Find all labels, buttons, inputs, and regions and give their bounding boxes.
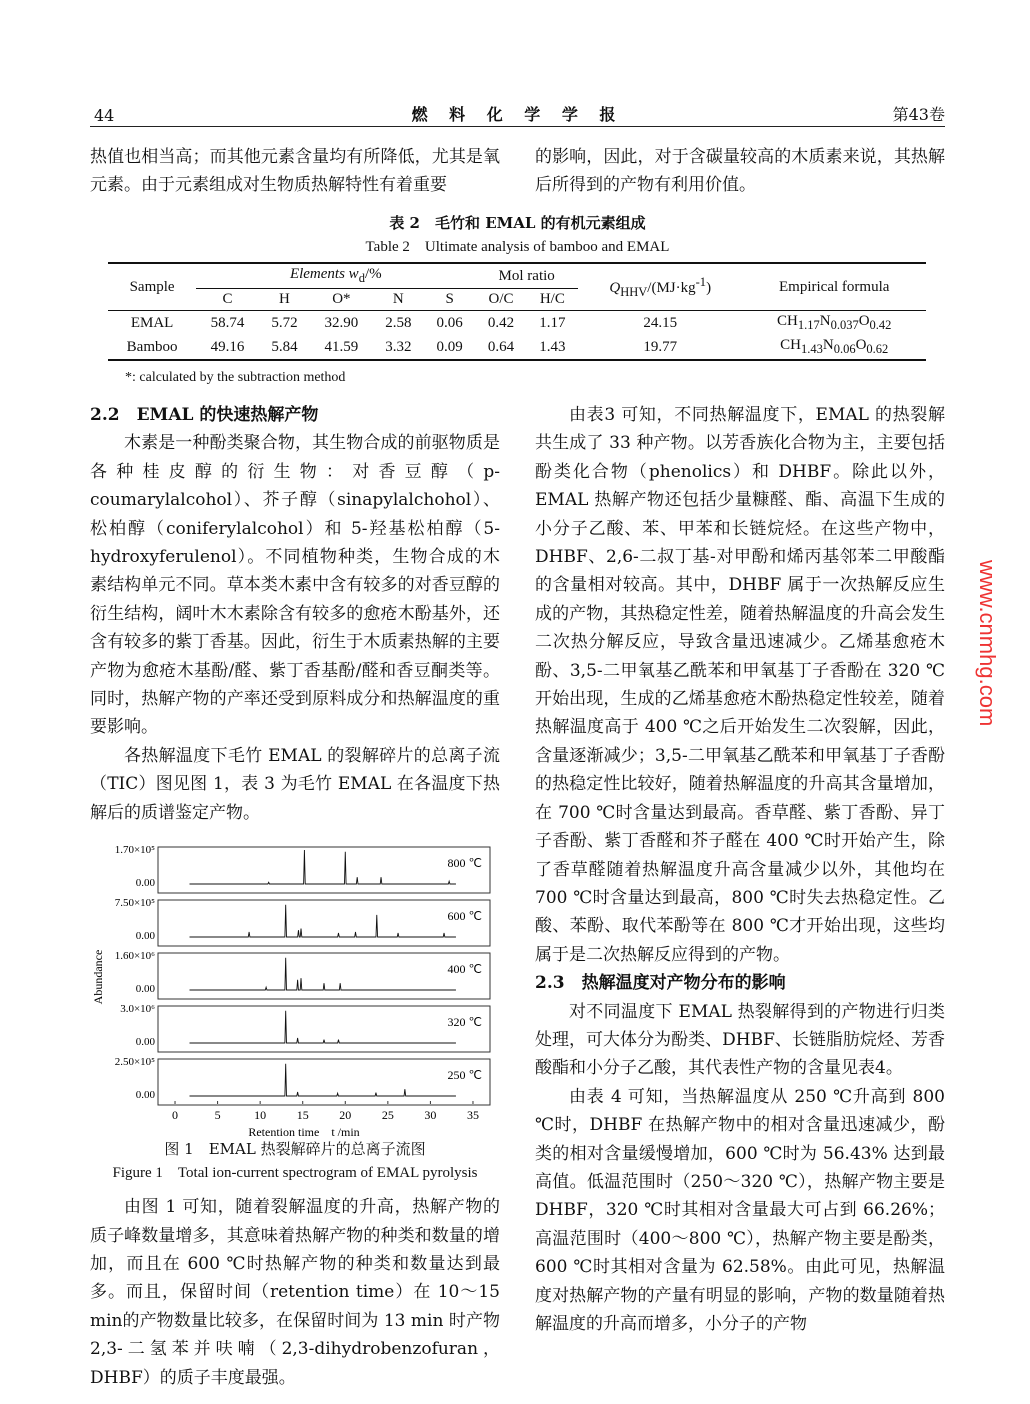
table-ultimate-analysis	[108, 262, 926, 361]
cell-sample: Bamboo	[126, 338, 178, 355]
cell-value: 49.16	[210, 338, 245, 355]
label: d	[358, 271, 365, 285]
paragraph: 由表3 可知，不同热解温度下，EMAL 的热裂解共生成了 33 种产物。以芳香族化合物为主，主要包括酚类化合物（phenolics）和 DHBF。除此以外，EMAL 热解产物还包括少量糠醛、酯、高温下生成的小分子乙酸、苯、甲苯和长链烷烃。在这些产物中，DHBF、2,6-二叔丁基-对甲酚和烯丙基邻苯二甲酸酯的含量相对较高。其中，DHBF 属于一次热解反应生成的产物，其热稳定性差，随着热解温度的升高会发生二次热分解反应，导致含量迅速减少。乙烯基愈疮木酚、3,5-二甲氧基乙酰苯和甲氧基丁子香酚在 320 ℃开始出现，生成的乙烯基愈疮木酚热稳定性较差，随着热解温度高于 400 ℃之后开始发生二次裂解，因此，含量逐渐减少；3,5-二甲氧基乙酰苯和甲氧基丁子香酚的热稳定性比较好，随着热解温度的升高其含量增加，在 700 ℃时含量达到最高。香草醛、紫丁香酚、异丁子香酚、紫丁香醛和芥子醛在 400 ℃时开始产生，除了香草醛随着热解温度升高含量减少以外，其他均在 700 ℃时含量达到最高，800 ℃时失去热稳定性。乙酸、苯酚、取代苯酚等在 800 ℃才开始出现，这些均属于是二次热解反应得到的产物。	[535, 405, 945, 965]
th-col: S	[445, 291, 454, 307]
tic-trace	[189, 958, 455, 990]
figure-1	[90, 837, 500, 1185]
cell-value: 0.09	[436, 338, 463, 355]
tic-trace	[189, 1011, 455, 1043]
section-heading: 2.2 EMAL 的快速热解产物	[90, 405, 319, 425]
x-tick-label: 5	[214, 1108, 221, 1123]
y-min-label: 0.00	[135, 1089, 155, 1102]
table-footnote: *: calculated by the subtraction method	[125, 370, 346, 385]
cell-value: 32.90	[324, 314, 359, 331]
tic-chart	[90, 837, 510, 1137]
figure-caption-cn: 图 1 EMAL 热裂解碎片的总离子流图	[164, 1140, 426, 1159]
formula-part: O	[858, 313, 870, 329]
cell-value: 2.58	[385, 314, 412, 331]
formula-part: CH	[780, 337, 801, 353]
label: Q	[609, 279, 621, 296]
y-min-label: 0.00	[135, 983, 155, 996]
left-column	[90, 401, 500, 1392]
formula-part: CH	[777, 313, 798, 329]
y-min-label: 0.00	[135, 877, 155, 890]
th-formula: Empirical formula	[779, 278, 890, 295]
table-caption-en: Table 2 Ultimate analysis of bamboo and EMAL	[365, 239, 670, 255]
th-col: O/C	[488, 291, 514, 307]
paragraph: 对不同温度下 EMAL 热裂解得到的产物进行归类处理，可大体分为酚类、DHBF、长链脂肪烷烃、芳香酸酯和小分子乙酸，其代表性产物的含量见表4。	[535, 1001, 945, 1079]
cell-sample: EMAL	[130, 314, 174, 331]
label: /%	[364, 266, 382, 282]
y-max-label: 2.50×10⁵	[114, 1056, 155, 1069]
running-header	[90, 100, 945, 127]
formula-part: O	[855, 337, 867, 353]
th-col: C	[222, 291, 233, 307]
formula-part: N	[822, 337, 834, 353]
left-top-text	[90, 143, 500, 200]
y-max-label: 7.50×10⁵	[114, 897, 155, 910]
tic-trace	[189, 850, 455, 884]
panel-frame	[158, 1059, 490, 1105]
cell-value: 1.17	[539, 314, 566, 331]
y-max-label: 1.60×10⁶	[114, 950, 155, 963]
x-tick-label: 30	[424, 1108, 437, 1123]
paragraph: 各热解温度下毛竹 EMAL 的裂解碎片的总离子流（TIC）图见图 1，表 3 为毛竹 EMAL 在各温度下热解后的质谱鉴定产物。	[90, 745, 500, 823]
th-col: H	[279, 291, 290, 307]
section-heading: 2.3 热解温度对产物分布的影响	[535, 973, 786, 994]
label: HHV	[620, 284, 648, 299]
y-min-label: 0.00	[135, 1036, 155, 1049]
x-tick-label: 10	[254, 1108, 267, 1123]
y-min-label: 0.00	[135, 930, 155, 943]
th-col: N	[392, 291, 404, 307]
formula-part: 0.42	[869, 318, 892, 332]
figure-caption-en: Figure 1 Total ion-current spectrogram of EMAL pyrolysis	[112, 1165, 478, 1182]
cell-value: 0.42	[487, 314, 515, 331]
cell-q: 24.15	[643, 314, 678, 331]
watermark: www.cnmhg.com	[975, 560, 1000, 727]
x-tick-label: 20	[339, 1108, 352, 1123]
tic-trace	[189, 905, 455, 937]
th-sample: Sample	[129, 278, 175, 295]
panel-temperature-label: 250 ℃	[447, 1068, 482, 1083]
tic-trace	[189, 1064, 455, 1096]
right-top-text	[535, 143, 945, 200]
cell-value: 58.74	[210, 314, 245, 331]
panel-frame	[158, 900, 490, 946]
right-column	[535, 401, 945, 1338]
y-axis-label: Abundance	[91, 949, 105, 1005]
cell-formula	[742, 311, 926, 336]
paragraph: 由表 4 可知，当热解温度从 250 ℃升高到 800 ℃时，DHBF 在热解产物中的相对含量迅速减少，酚类的相对含量缓慢增加，600 ℃时为 56.43% 达到最高值。低温范围时（250～320 ℃），热解产物主要是 DHBF，320 ℃时其相对含量最大可占到 66.26%；高温范围时（400～800 ℃），热解产物主要是酚类，600 ℃时其相对含量为 62.58%。由此可见，热解温度对热解产物的产量有明显的影响，产物的数量随着热解温度的升高而增多，小分子的产物	[535, 1086, 945, 1334]
label: Elements w	[289, 266, 359, 282]
cell-value: 41.59	[324, 338, 359, 355]
th-col: H/C	[539, 291, 565, 307]
page-number: 44	[94, 106, 115, 125]
th-col: O*	[332, 291, 351, 307]
th-elements	[196, 263, 475, 289]
label: -1	[695, 274, 707, 289]
th-mol: Mol ratio	[475, 263, 578, 289]
th-q	[578, 263, 742, 311]
x-axis-label: Retention time t /min	[248, 1125, 360, 1138]
x-tick-label: 25	[381, 1108, 394, 1123]
cell-value: 5.84	[271, 338, 298, 355]
formula-part: N	[819, 313, 831, 329]
panel-frame	[158, 847, 490, 893]
y-max-label: 1.70×10⁵	[114, 844, 155, 857]
panel-temperature-label: 400 ℃	[447, 962, 482, 977]
volume: 第43卷	[892, 105, 945, 124]
x-tick-label: 15	[296, 1108, 309, 1123]
cell-value: 5.72	[271, 314, 298, 331]
y-max-label: 3.0×10⁶	[120, 1003, 155, 1016]
journal-title: 燃 料 化 学 学 报	[411, 105, 624, 124]
panel-frame	[158, 1006, 490, 1052]
panel-temperature-label: 320 ℃	[447, 1015, 482, 1030]
cell-value: 3.32	[385, 338, 412, 355]
formula-part: 0.037	[830, 318, 859, 332]
label: )	[706, 279, 712, 296]
cell-value: 1.43	[539, 338, 566, 355]
table-caption-cn: 表 2 毛竹和 EMAL 的有机元素组成	[389, 214, 646, 232]
paragraph: 的影响，因此，对于含碳量较高的木质素来说，其热解后所得到的产物有利用价值。	[535, 147, 945, 196]
formula-part: 1.17	[797, 318, 820, 332]
formula-part: 0.06	[833, 342, 856, 356]
paragraph: 木素是一种酚类聚合物，其生物合成的前驱物质是各种桂皮醇的衍生物：对香豆醇（p-coumarylalcohol）、芥子醇（sinapylalchohol）、松柏醇（coniferylalcohol）和 5-羟基松柏醇（5-hydroxyferulenol）。不同植物种类，生物合成的木素结构单元不同。草本类木素中含有较多的对香豆醇的衍生结构，阔叶木木素除含有较多的愈疮木酚基外，还含有较多的紫丁香基。因此，衍生于木质素热解的主要产物为愈疮木基酚/醛、紫丁香基酚/醛和香豆酮类等。同时，热解产物的产率还受到原料成分和热解温度的重要影响。	[90, 433, 500, 738]
cell-q: 19.77	[643, 338, 678, 355]
panel-temperature-label: 600 ℃	[447, 909, 482, 924]
cell-value: 0.64	[487, 338, 515, 355]
panel-frame	[158, 953, 490, 999]
formula-part: 1.43	[800, 342, 823, 356]
paragraph: 由图 1 可知，随着裂解温度的升高，热解产物的质子峰数量增多，其意味着热解产物的种类和数量的增加，而且在 600 ℃时热解产物的种类和数量达到最多。而且，保留时间（retention time）在 10～15 min的产物数量比较多，在保留时间为 13 min 时产物 2,3-二氢苯并呋喃（2,3-dihydrobenzofuran，DHBF）的质子丰度最强。	[90, 1197, 500, 1388]
formula-part: 0.62	[866, 342, 889, 356]
cell-formula	[742, 335, 926, 360]
cell-value: 0.06	[436, 314, 463, 331]
label: /(MJ·kg	[647, 279, 696, 296]
x-tick-label: 0	[172, 1108, 179, 1123]
panel-temperature-label: 800 ℃	[447, 856, 482, 871]
paragraph: 热值也相当高；而其他元素含量均有所降低，尤其是氧元素。由于元素组成对生物质热解特性有着重要	[90, 147, 500, 196]
x-tick-label: 35	[466, 1108, 479, 1123]
